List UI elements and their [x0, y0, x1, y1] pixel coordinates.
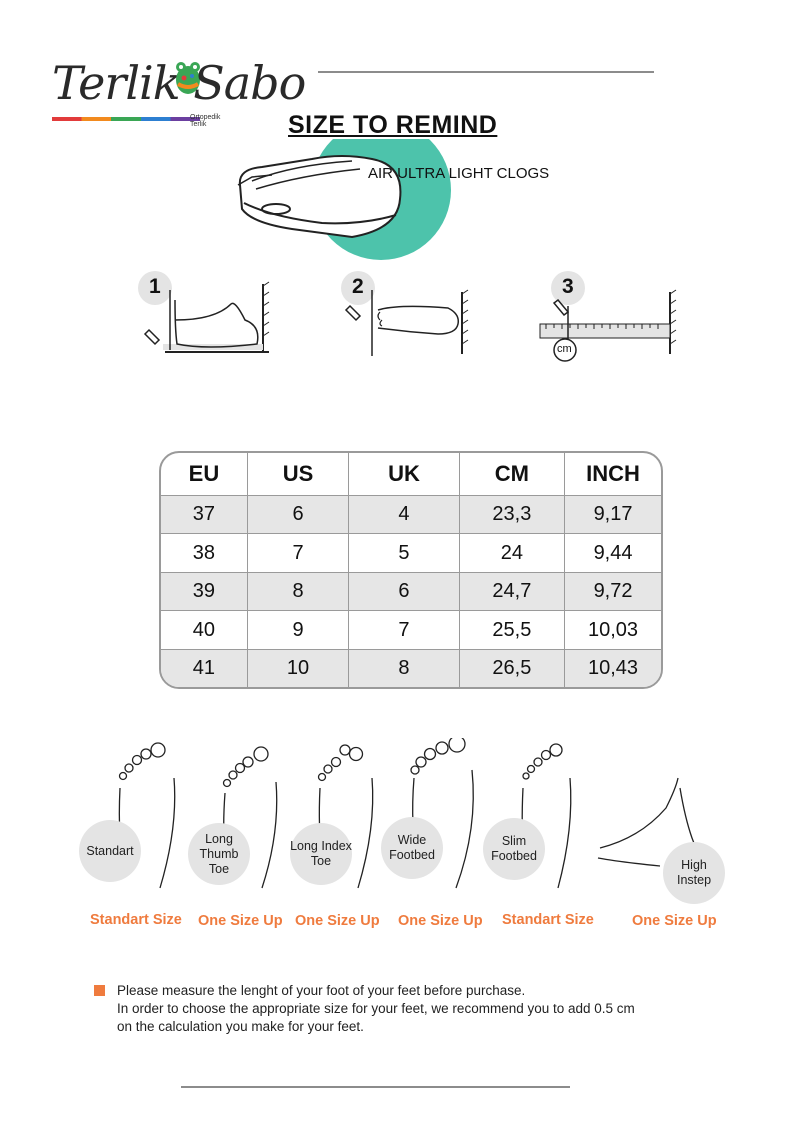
- step-1-number: 1: [149, 275, 161, 298]
- cell-us: 9: [247, 611, 348, 649]
- page-title: SIZE TO REMIND: [288, 111, 498, 139]
- step-1: [135, 270, 275, 360]
- note-bullet-icon: [94, 985, 105, 996]
- table-header-row: [161, 453, 661, 496]
- step-2-number: 2: [352, 275, 364, 298]
- clog-illustration: [232, 139, 457, 263]
- purchase-note: [117, 982, 737, 1036]
- cell-uk: 4: [349, 496, 459, 534]
- brand-tagline: Ortopedik Terlik: [190, 114, 221, 128]
- cell-cm: 24: [459, 534, 564, 572]
- step-3-number: 3: [562, 275, 574, 298]
- top-divider: [318, 71, 654, 73]
- bottom-divider: [181, 1086, 570, 1088]
- cell-uk: 7: [349, 611, 459, 649]
- header-us: US: [247, 453, 348, 496]
- product-name: AIR ULTRA LIGHT CLOGS: [368, 165, 550, 182]
- header-cm: CM: [459, 453, 564, 496]
- table-row: [161, 649, 661, 687]
- header-inch: INCH: [565, 453, 661, 496]
- note-line-1: Please measure the lenght of your foot of your feet before purchase.: [117, 983, 526, 998]
- size-table: [159, 451, 663, 689]
- cell-eu: 38: [161, 534, 247, 572]
- step-2: [338, 270, 478, 360]
- foot-type-wide-footbed: Wide Footbed: [381, 817, 443, 879]
- cell-cm: 26,5: [459, 649, 564, 687]
- cell-us: 6: [247, 496, 348, 534]
- recommendation-standart: Standart Size: [90, 912, 182, 928]
- cell-eu: 37: [161, 496, 247, 534]
- brand-name: Terlik Sabo: [52, 56, 306, 110]
- recommendation-high-instep: One Size Up: [632, 913, 717, 929]
- cell-inch: 9,44: [565, 534, 661, 572]
- recommendation-slim-footbed: Standart Size: [502, 912, 594, 928]
- recommendation-long-thumb-toe: One Size Up: [198, 913, 283, 929]
- recommendation-wide-footbed: One Size Up: [398, 913, 483, 929]
- recommendation-long-index-toe: One Size Up: [295, 913, 380, 929]
- header-eu: EU: [161, 453, 247, 496]
- cell-uk: 6: [349, 572, 459, 610]
- foot-type-slim-footbed: Slim Footbed: [483, 818, 545, 880]
- table-row: [161, 611, 661, 649]
- step-3-unit: cm: [557, 343, 572, 355]
- cell-inch: 10,03: [565, 611, 661, 649]
- cell-cm: 25,5: [459, 611, 564, 649]
- cell-eu: 40: [161, 611, 247, 649]
- foot-type-high-instep: High Instep: [663, 842, 725, 904]
- cell-cm: 24,7: [459, 572, 564, 610]
- cell-us: 8: [247, 572, 348, 610]
- cell-cm: 23,3: [459, 496, 564, 534]
- note-line-2: In order to choose the appropriate size for your feet, we recommend you to add 0.5 cm: [117, 1001, 635, 1016]
- table-row: [161, 496, 661, 534]
- table-row: [161, 572, 661, 610]
- cell-us: 10: [247, 649, 348, 687]
- table-row: [161, 534, 661, 572]
- foot-type-long-thumb-toe: Long Thumb Toe: [188, 823, 250, 885]
- cell-eu: 39: [161, 572, 247, 610]
- step-3: [538, 270, 683, 365]
- note-line-3: on the calculation you make for your feet.: [117, 1019, 364, 1034]
- cell-uk: 8: [349, 649, 459, 687]
- foot-type-long-index-toe: Long Index Toe: [290, 823, 352, 885]
- cell-eu: 41: [161, 649, 247, 687]
- foot-type-standart: Standart: [79, 820, 141, 882]
- cell-inch: 9,72: [565, 572, 661, 610]
- cell-inch: 9,17: [565, 496, 661, 534]
- cell-uk: 5: [349, 534, 459, 572]
- brand-stripe: [52, 117, 200, 121]
- header-uk: UK: [349, 453, 459, 496]
- cell-inch: 10,43: [565, 649, 661, 687]
- cell-us: 7: [247, 534, 348, 572]
